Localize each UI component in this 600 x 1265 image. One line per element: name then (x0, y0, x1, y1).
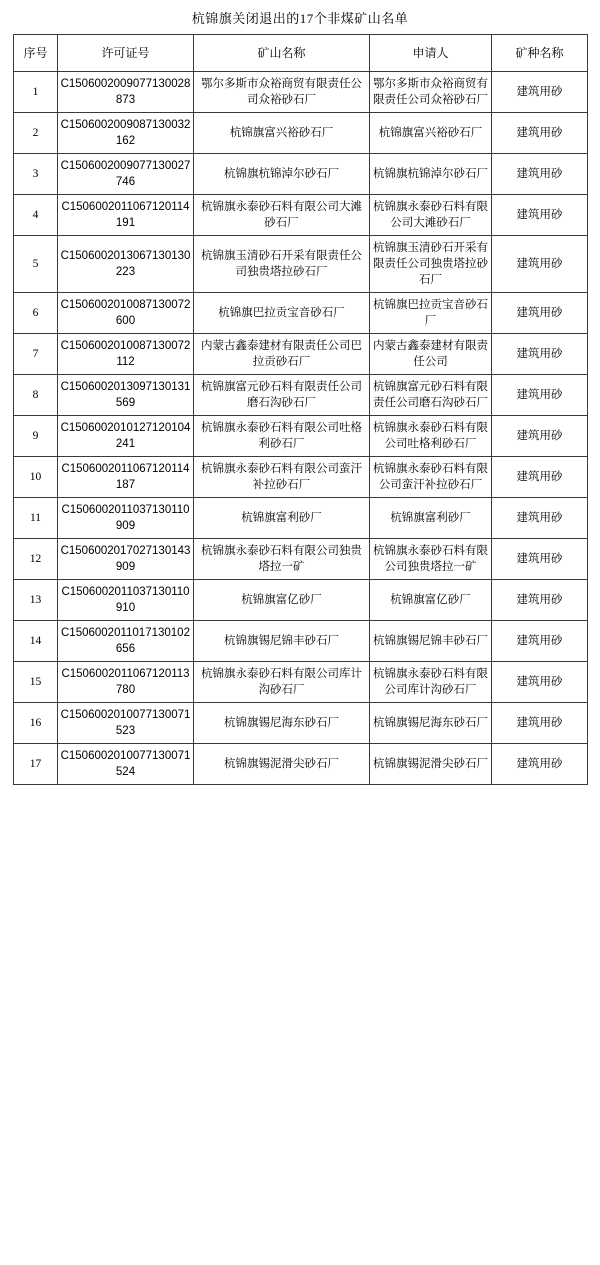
cell-mine-name: 杭锦旗永泰砂石料有限公司大滩砂石厂 (194, 195, 370, 236)
cell-applicant: 杭锦旗富元砂石料有限责任公司磨石沟砂石厂 (370, 375, 492, 416)
cell-mineral: 建筑用砂 (492, 154, 588, 195)
cell-license: C1506002011067120113780 (58, 662, 194, 703)
table-row (14, 195, 588, 236)
cell-mineral: 建筑用砂 (492, 621, 588, 662)
cell-license: C1506002011037130110909 (58, 498, 194, 539)
table-row (14, 580, 588, 621)
cell-index: 8 (14, 375, 58, 416)
cell-applicant: 杭锦旗玉清砂石开采有限责任公司独贵塔拉砂石厂 (370, 236, 492, 293)
table-row (14, 375, 588, 416)
cell-applicant: 鄂尔多斯市众裕商贸有限责任公司众裕砂石厂 (370, 72, 492, 113)
table-row (14, 236, 588, 293)
cell-mineral: 建筑用砂 (492, 662, 588, 703)
cell-mineral: 建筑用砂 (492, 375, 588, 416)
cell-index: 15 (14, 662, 58, 703)
cell-applicant: 杭锦旗富兴裕砂石厂 (370, 113, 492, 154)
table-row (14, 416, 588, 457)
cell-mine-name: 杭锦旗永泰砂石料有限公司独贵塔拉一矿 (194, 539, 370, 580)
table-row (14, 539, 588, 580)
table-header (14, 35, 588, 72)
cell-mine-name: 杭锦旗富兴裕砂石厂 (194, 113, 370, 154)
cell-index: 14 (14, 621, 58, 662)
cell-index: 7 (14, 334, 58, 375)
table-header-row (14, 35, 588, 72)
cell-mineral: 建筑用砂 (492, 72, 588, 113)
cell-mine-name: 杭锦旗锡尼锦丰砂石厂 (194, 621, 370, 662)
cell-mine-name: 杭锦旗富利砂厂 (194, 498, 370, 539)
cell-mineral: 建筑用砂 (492, 744, 588, 785)
table-row (14, 334, 588, 375)
cell-license: C1506002011067120114191 (58, 195, 194, 236)
cell-license: C1506002011067120114187 (58, 457, 194, 498)
cell-mineral: 建筑用砂 (492, 703, 588, 744)
cell-mine-name: 杭锦旗永泰砂石料有限公司库计沟砂石厂 (194, 662, 370, 703)
cell-index: 4 (14, 195, 58, 236)
cell-mine-name: 杭锦旗永泰砂石料有限公司蛮汗补拉砂石厂 (194, 457, 370, 498)
cell-mineral: 建筑用砂 (492, 334, 588, 375)
cell-license: C1506002013097130131569 (58, 375, 194, 416)
cell-license: C1506002009087130032162 (58, 113, 194, 154)
table-body (14, 72, 588, 785)
cell-license: C1506002010127120104241 (58, 416, 194, 457)
cell-license: C1506002013067130130223 (58, 236, 194, 293)
cell-mineral: 建筑用砂 (492, 539, 588, 580)
table-row (14, 293, 588, 334)
table-row (14, 744, 588, 785)
cell-applicant: 杭锦旗富亿砂厂 (370, 580, 492, 621)
cell-license: C1506002010087130072600 (58, 293, 194, 334)
cell-applicant: 杭锦旗巴拉贡宝音砂石厂 (370, 293, 492, 334)
cell-license: C1506002009077130027746 (58, 154, 194, 195)
table-row (14, 703, 588, 744)
cell-mine-name: 鄂尔多斯市众裕商贸有限责任公司众裕砂石厂 (194, 72, 370, 113)
cell-mineral: 建筑用砂 (492, 293, 588, 334)
table-row (14, 662, 588, 703)
cell-mineral: 建筑用砂 (492, 416, 588, 457)
cell-mineral: 建筑用砂 (492, 113, 588, 154)
cell-applicant: 杭锦旗富利砂厂 (370, 498, 492, 539)
cell-mineral: 建筑用砂 (492, 498, 588, 539)
cell-license: C1506002011017130102656 (58, 621, 194, 662)
cell-mine-name: 杭锦旗永泰砂石料有限公司吐格利砂石厂 (194, 416, 370, 457)
cell-index: 3 (14, 154, 58, 195)
cell-applicant: 内蒙古鑫泰建材有限责任公司 (370, 334, 492, 375)
cell-license: C1506002010077130071524 (58, 744, 194, 785)
cell-license: C1506002010087130072112 (58, 334, 194, 375)
cell-index: 2 (14, 113, 58, 154)
cell-applicant: 杭锦旗永泰砂石料有限公司吐格利砂石厂 (370, 416, 492, 457)
cell-mine-name: 杭锦旗玉清砂石开采有限责任公司独贵塔拉砂石厂 (194, 236, 370, 293)
table-row (14, 621, 588, 662)
cell-index: 13 (14, 580, 58, 621)
page-title: 杭锦旗关闭退出的17个非煤矿山名单 (191, 11, 409, 26)
cell-applicant: 杭锦旗锡尼海东砂石厂 (370, 703, 492, 744)
table-row (14, 72, 588, 113)
column-header-applicant: 申请人 (370, 35, 492, 72)
cell-applicant: 杭锦旗永泰砂石料有限公司独贵塔拉一矿 (370, 539, 492, 580)
cell-mineral: 建筑用砂 (492, 457, 588, 498)
table-row (14, 154, 588, 195)
cell-index: 10 (14, 457, 58, 498)
cell-license: C1506002009077130028873 (58, 72, 194, 113)
cell-index: 11 (14, 498, 58, 539)
cell-index: 9 (14, 416, 58, 457)
column-header-index: 序号 (14, 35, 58, 72)
cell-applicant: 杭锦旗永泰砂石料有限公司蛮汗补拉砂石厂 (370, 457, 492, 498)
cell-mineral: 建筑用砂 (492, 195, 588, 236)
cell-mineral: 建筑用砂 (492, 580, 588, 621)
cell-applicant: 杭锦旗锡泥滑尖砂石厂 (370, 744, 492, 785)
table-row (14, 457, 588, 498)
cell-index: 12 (14, 539, 58, 580)
cell-mine-name: 杭锦旗富亿砂厂 (194, 580, 370, 621)
cell-applicant: 杭锦旗杭锦淖尔砂石厂 (370, 154, 492, 195)
cell-index: 1 (14, 72, 58, 113)
cell-index: 17 (14, 744, 58, 785)
table-row (14, 498, 588, 539)
cell-applicant: 杭锦旗锡尼锦丰砂石厂 (370, 621, 492, 662)
cell-mine-name: 杭锦旗杭锦淖尔砂石厂 (194, 154, 370, 195)
cell-license: C1506002010077130071523 (58, 703, 194, 744)
cell-mine-name: 杭锦旗锡尼海东砂石厂 (194, 703, 370, 744)
cell-index: 6 (14, 293, 58, 334)
cell-mineral: 建筑用砂 (492, 236, 588, 293)
table-row (14, 113, 588, 154)
column-header-license: 许可证号 (58, 35, 194, 72)
cell-mine-name: 杭锦旗富元砂石料有限责任公司磨石沟砂石厂 (194, 375, 370, 416)
cell-mine-name: 杭锦旗锡泥滑尖砂石厂 (194, 744, 370, 785)
cell-index: 5 (14, 236, 58, 293)
column-header-mine-name: 矿山名称 (194, 35, 370, 72)
cell-index: 16 (14, 703, 58, 744)
cell-applicant: 杭锦旗永泰砂石料有限公司库计沟砂石厂 (370, 662, 492, 703)
cell-mine-name: 杭锦旗巴拉贡宝音砂石厂 (194, 293, 370, 334)
column-header-mineral: 矿种名称 (492, 35, 588, 72)
cell-license: C1506002017027130143909 (58, 539, 194, 580)
cell-mine-name: 内蒙古鑫泰建材有限责任公司巴拉贡砂石厂 (194, 334, 370, 375)
cell-license: C1506002011037130110910 (58, 580, 194, 621)
cell-applicant: 杭锦旗永泰砂石料有限公司大滩砂石厂 (370, 195, 492, 236)
mine-list-table (13, 34, 588, 785)
